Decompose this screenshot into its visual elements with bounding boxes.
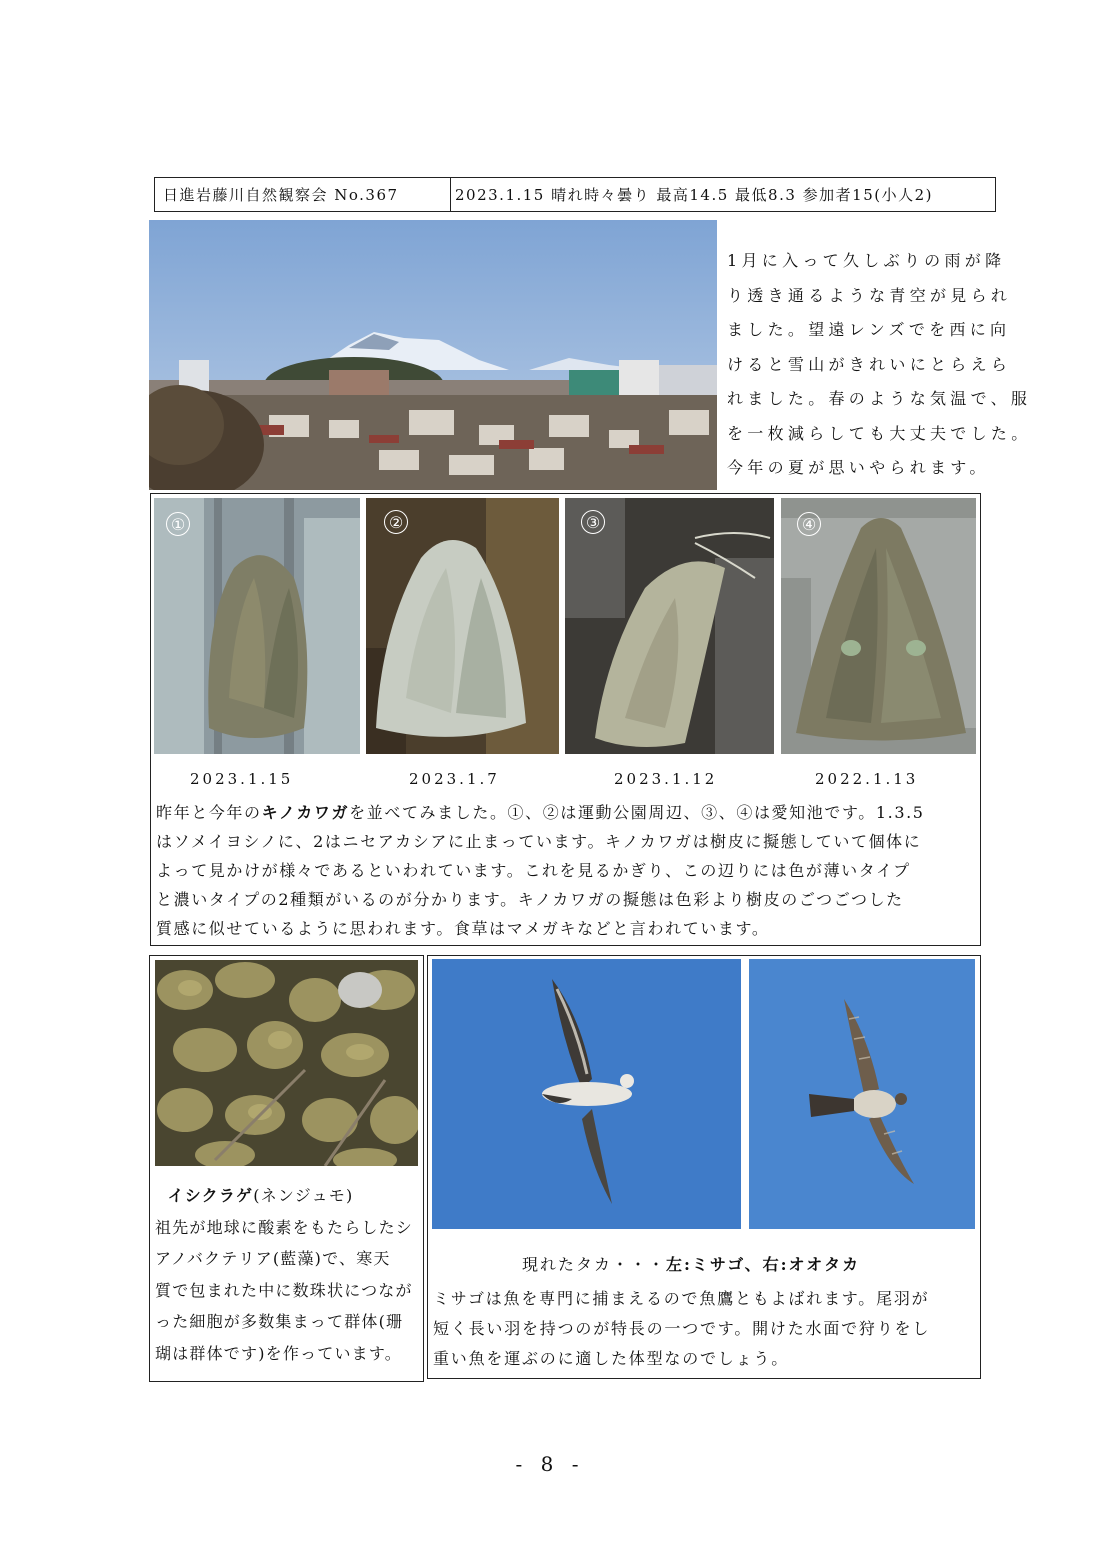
moth-date-1: 2023.1.15 — [190, 770, 294, 788]
nostoc-line: アノバクテリア(藍藻)で、寒天 — [155, 1249, 391, 1268]
moth-photo-2 — [366, 498, 559, 754]
header-info: 2023.1.15 晴れ時々曇り 最高14.5 最低8.3 参加者15(小人2) — [455, 186, 934, 204]
moth-date-3: 2023.1.12 — [614, 770, 718, 788]
moth-date-2: 2023.1.7 — [409, 770, 500, 788]
moth-photo-1 — [154, 498, 360, 754]
header-table — [154, 177, 996, 212]
intro-line: れました。春のような気温で、服 — [727, 389, 1032, 408]
moth-date-4: 2022.1.13 — [815, 770, 919, 788]
moth-photo-4 — [781, 498, 976, 754]
goshawk-photo — [749, 959, 975, 1229]
moth-line-post: を並べてみました。①、②は運動公園周辺、③、④は愛知池です。1.3.5 — [349, 803, 925, 822]
page-number: - 8 - — [515, 1452, 585, 1476]
nostoc-photo — [155, 960, 418, 1166]
nostoc-title — [155, 1180, 423, 1212]
raptor-caption — [522, 1252, 860, 1275]
intro-line: 1月に入って久しぶりの雨が降 — [727, 251, 1006, 270]
nostoc-line: 質で包まれた中に数珠状につなが — [155, 1280, 413, 1300]
moth-line — [156, 798, 981, 827]
nostoc-line: 祖先が地球に酸素をもたらしたシ — [155, 1217, 414, 1237]
moth-line: 質感に似せているように思われます。食草はマメガキなどと言われています。 — [156, 919, 770, 938]
intro-line: けると雪山がきれいにとらえら — [727, 354, 1012, 374]
osprey-photo — [432, 959, 741, 1229]
moth-species-name: キノカワガ — [261, 803, 350, 822]
moth-number-2: ② — [384, 510, 408, 534]
moth-description — [156, 798, 981, 943]
nostoc-line: った細胞が多数集まって群体(珊 — [155, 1312, 404, 1331]
intro-line: り透き通るような青空が見られ — [727, 285, 1012, 305]
nostoc-alt-name: (ネンジュモ) — [253, 1186, 354, 1205]
moth-line: はソメイヨシノに、2はニセアカシアに止まっています。キノカワガは樹皮に擬態していて個体に — [156, 832, 922, 851]
moth-line: よって見かけが様々であるといわれています。これを見るかぎり、この辺りには色が薄いタイプ — [156, 861, 911, 880]
moth-number-1: ① — [166, 512, 190, 536]
raptor-caption-pre: 現れたタカ・・・ — [522, 1255, 667, 1274]
landscape-photo — [149, 220, 717, 490]
moth-number-3: ③ — [581, 510, 605, 534]
intro-line: を一枚減らしても大丈夫でした。 — [727, 423, 1032, 443]
intro-text — [727, 244, 1032, 486]
raptor-description — [433, 1284, 981, 1374]
header-org: 日進岩藤川自然観察会 No.367 — [155, 178, 451, 211]
raptor-line: 短く長い羽を持つのが特長の一つです。開けた水面で狩りをし — [433, 1319, 931, 1338]
raptor-line: 重い魚を運ぶのに適した体型なのでしょう。 — [433, 1349, 790, 1368]
moth-photo-3 — [565, 498, 774, 754]
raptor-caption-names: 左:ミサゴ、右:オオタカ — [666, 1255, 861, 1274]
intro-line: ました。望遠レンズでを西に向 — [727, 320, 1011, 339]
raptor-line: ミサゴは魚を専門に捕まえるので魚鷹ともよばれます。尾羽が — [433, 1289, 930, 1308]
nostoc-caption — [155, 1180, 423, 1369]
moth-number-4: ④ — [797, 512, 821, 536]
moth-line-pre: 昨年と今年の — [156, 803, 262, 822]
intro-line: 今年の夏が思いやられます。 — [727, 458, 990, 477]
nostoc-name: イシクラゲ — [167, 1186, 254, 1205]
nostoc-line: 瑚は群体です)を作っています。 — [155, 1343, 402, 1363]
moth-line: と濃いタイプの2種類がいるのが分かります。キノカワガの擬態は色彩より樹皮のごつごつした — [156, 890, 904, 909]
